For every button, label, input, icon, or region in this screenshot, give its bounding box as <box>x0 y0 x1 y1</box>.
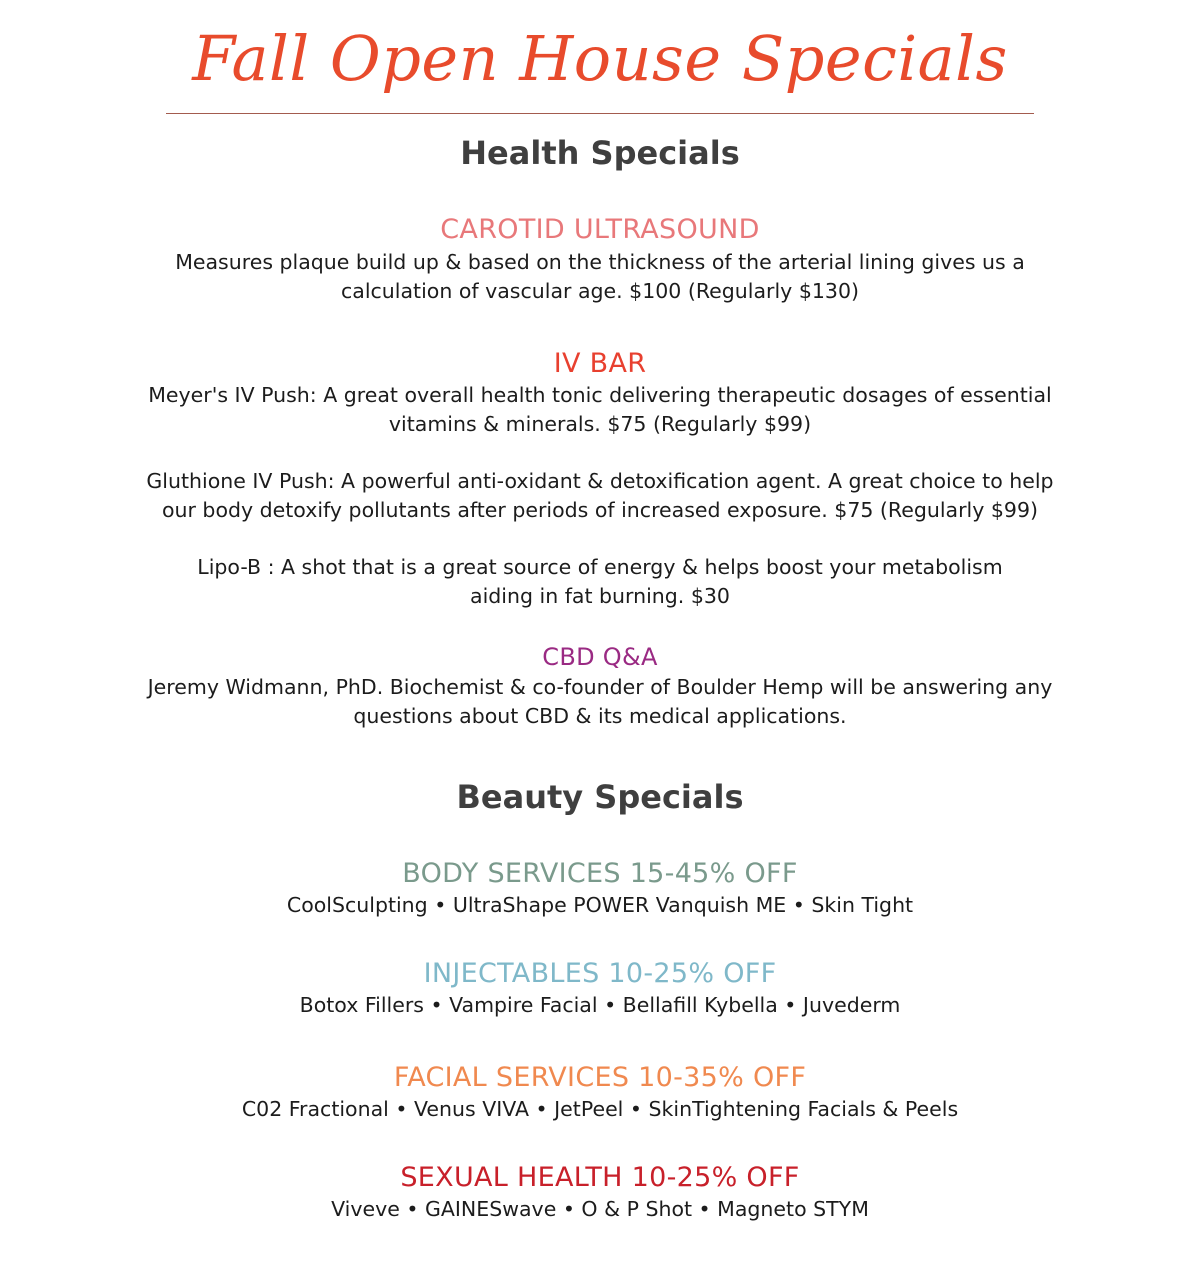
page-title: Fall Open House Specials <box>192 22 1008 95</box>
lipo-b-description <box>60 553 1140 611</box>
sexual-health-title: SEXUAL HEALTH 10-25% OFF <box>400 1162 800 1193</box>
carotid-ultrasound-description <box>60 248 1140 306</box>
body-services-list <box>60 891 1140 920</box>
health-specials-heading: Health Specials <box>460 134 740 172</box>
gluthione-iv-push-description <box>60 467 1140 525</box>
facial-services-title: FACIAL SERVICES 10-35% OFF <box>393 1062 807 1093</box>
beauty-specials-heading: Beauty Specials <box>456 778 744 816</box>
facial-services-text: C02 Fractional • Venus VIVA • JetPeel • SkinTightening Facials & Peels <box>241 1097 959 1121</box>
meyers-line-1: Meyer's IV Push: A great overall health tonic delivering therapeutic dosages of essential <box>148 383 1052 407</box>
injectables-text: Botox Fillers • Vampire Facial • Bellafill Kybella • Juvederm <box>299 993 901 1017</box>
title-divider <box>166 113 1034 114</box>
lipo-line-2: aiding in fat burning. $30 <box>470 584 730 608</box>
lipo-line-1: Lipo-B : A shot that is a great source of energy & helps boost your metabolism <box>197 555 1003 579</box>
facial-services-list <box>60 1095 1140 1124</box>
iv-bar-title: IV BAR <box>553 348 647 379</box>
cbd-line-2: questions about CBD & its medical applications. <box>353 704 847 728</box>
cbd-qa-description <box>60 673 1140 731</box>
sexual-health-text: Viveve • GAINESwave • O & P Shot • Magneto STYM <box>331 1197 869 1221</box>
carotid-ultrasound-title: CAROTID ULTRASOUND <box>440 214 760 245</box>
sexual-health-list <box>60 1195 1140 1224</box>
carotid-line-1: Measures plaque build up & based on the thickness of the arterial lining gives us a <box>175 250 1025 274</box>
gluthione-line-2: our body detoxify pollutants after periods of increased exposure. $75 (Regularly $99) <box>161 498 1039 522</box>
injectables-title: INJECTABLES 10-25% OFF <box>423 958 777 989</box>
gluthione-line-1: Gluthione IV Push: A powerful anti-oxidant & detoxification agent. A great choice to help <box>146 469 1054 493</box>
cbd-qa-title: CBD Q&A <box>542 643 658 671</box>
cbd-line-1: Jeremy Widmann, PhD. Biochemist & co-founder of Boulder Hemp will be answering any <box>147 675 1053 699</box>
meyers-iv-push-description <box>60 381 1140 439</box>
body-services-title: BODY SERVICES 15-45% OFF <box>402 858 798 889</box>
meyers-line-2: vitamins & minerals. $75 (Regularly $99) <box>388 412 812 436</box>
carotid-line-2: calculation of vascular age. $100 (Regularly $130) <box>341 279 859 303</box>
body-services-text: CoolSculpting • UltraShape POWER Vanquish ME • Skin Tight <box>286 893 914 917</box>
injectables-list <box>60 991 1140 1020</box>
